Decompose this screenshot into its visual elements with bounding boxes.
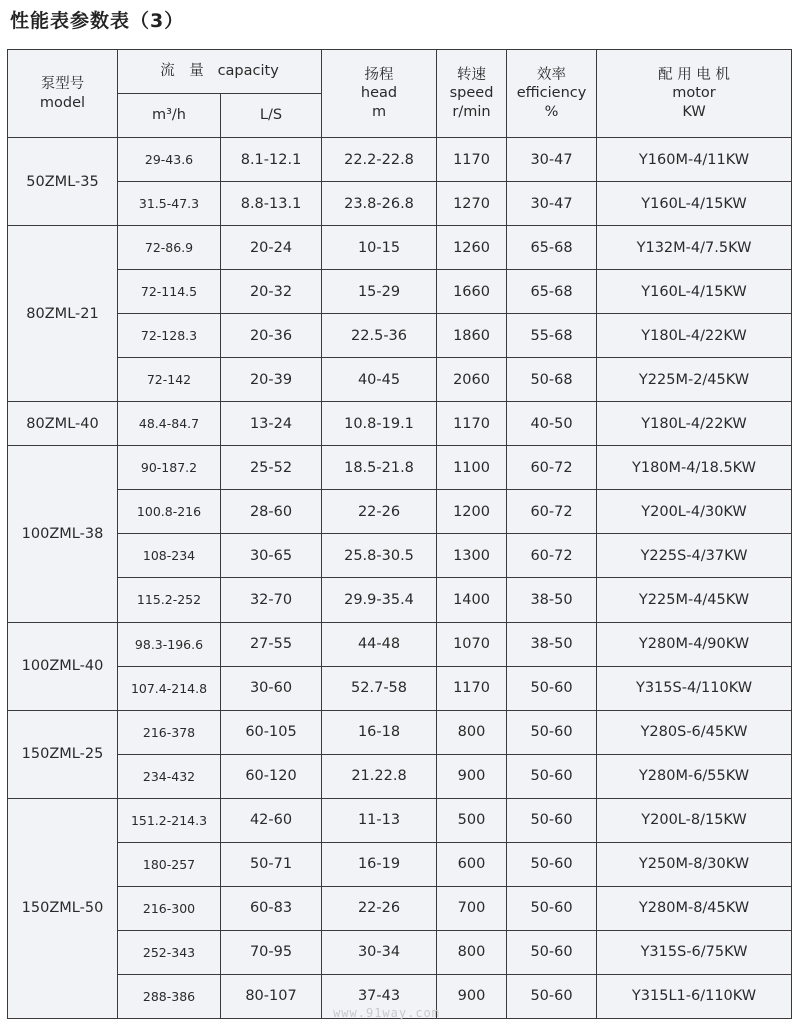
cell-speed: 500 (437, 798, 507, 842)
header-model-cn: 泵型号 (40, 76, 85, 93)
cell-capacity-ls: 8.8-13.1 (221, 182, 322, 226)
table-row (8, 402, 792, 446)
cell-capacity-ls: 20-32 (221, 270, 322, 314)
table-row (8, 666, 792, 710)
header-capacity (118, 50, 322, 94)
cell-speed: 1100 (437, 446, 507, 490)
table-row (8, 226, 792, 270)
cell-efficiency: 60-72 (507, 490, 597, 534)
header-efficiency-unit: % (544, 103, 559, 120)
cell-capacity-ls: 20-24 (221, 226, 322, 270)
cell-capacity-ls: 42-60 (221, 798, 322, 842)
cell-capacity-m3h: 72-128.3 (118, 314, 221, 358)
cell-head: 16-18 (322, 710, 437, 754)
cell-capacity-ls: 30-65 (221, 534, 322, 578)
performance-table (7, 49, 792, 1019)
cell-speed: 1170 (437, 402, 507, 446)
cell-speed: 1270 (437, 182, 507, 226)
cell-speed: 2060 (437, 358, 507, 402)
cell-motor: Y250M-8/30KW (597, 842, 792, 886)
cell-capacity-m3h: 107.4-214.8 (118, 666, 221, 710)
cell-motor: Y180M-4/18.5KW (597, 446, 792, 490)
cell-efficiency: 30-47 (507, 138, 597, 182)
cell-head: 25.8-30.5 (322, 534, 437, 578)
cell-head: 22-26 (322, 886, 437, 930)
cell-capacity-ls: 27-55 (221, 622, 322, 666)
cell-head: 40-45 (322, 358, 437, 402)
cell-head: 21.22.8 (322, 754, 437, 798)
table-row (8, 490, 792, 534)
header-motor-cn: 配 用 电 机 (658, 67, 730, 84)
table-row (8, 754, 792, 798)
header-motor (597, 50, 792, 138)
cell-speed: 600 (437, 842, 507, 886)
cell-speed: 1260 (437, 226, 507, 270)
header-motor-en: motor (672, 85, 716, 102)
cell-capacity-ls: 25-52 (221, 446, 322, 490)
header-speed-unit: r/min (452, 103, 491, 120)
table-row (8, 622, 792, 666)
header-head-en: head (360, 85, 398, 102)
cell-speed: 1170 (437, 138, 507, 182)
cell-motor: Y180L-4/22KW (597, 314, 792, 358)
cell-motor: Y225M-2/45KW (597, 358, 792, 402)
header-head (322, 50, 437, 138)
cell-motor: Y315S-4/110KW (597, 666, 792, 710)
cell-capacity-ls: 32-70 (221, 578, 322, 622)
cell-model: 150ZML-25 (8, 710, 118, 798)
table-row (8, 446, 792, 490)
cell-speed: 1070 (437, 622, 507, 666)
cell-speed: 900 (437, 974, 507, 1018)
cell-efficiency: 60-72 (507, 534, 597, 578)
cell-speed: 700 (437, 886, 507, 930)
cell-motor: Y280M-8/45KW (597, 886, 792, 930)
cell-efficiency: 50-60 (507, 842, 597, 886)
cell-motor: Y160M-4/11KW (597, 138, 792, 182)
cell-model: 80ZML-21 (8, 226, 118, 402)
cell-efficiency: 65-68 (507, 270, 597, 314)
cell-efficiency: 50-60 (507, 974, 597, 1018)
cell-capacity-m3h: 31.5-47.3 (118, 182, 221, 226)
cell-model: 150ZML-50 (8, 798, 118, 1018)
cell-efficiency: 40-50 (507, 402, 597, 446)
cell-efficiency: 60-72 (507, 446, 597, 490)
cell-head: 44-48 (322, 622, 437, 666)
cell-capacity-m3h: 234-432 (118, 754, 221, 798)
cell-speed: 1860 (437, 314, 507, 358)
header-speed-cn: 转速 (457, 67, 487, 84)
cell-efficiency: 50-60 (507, 710, 597, 754)
cell-capacity-ls: 50-71 (221, 842, 322, 886)
table-row (8, 182, 792, 226)
cell-motor: Y160L-4/15KW (597, 270, 792, 314)
cell-efficiency: 50-68 (507, 358, 597, 402)
cell-speed: 1300 (437, 534, 507, 578)
header-model (8, 50, 118, 138)
cell-head: 30-34 (322, 930, 437, 974)
cell-capacity-m3h: 72-142 (118, 358, 221, 402)
cell-capacity-m3h: 288-386 (118, 974, 221, 1018)
cell-capacity-ls: 28-60 (221, 490, 322, 534)
cell-capacity-m3h: 115.2-252 (118, 578, 221, 622)
cell-capacity-ls: 60-83 (221, 886, 322, 930)
cell-capacity-m3h: 100.8-216 (118, 490, 221, 534)
cell-head: 10-15 (322, 226, 437, 270)
cell-model: 50ZML-35 (8, 138, 118, 226)
cell-capacity-ls: 80-107 (221, 974, 322, 1018)
cell-motor: Y225S-4/37KW (597, 534, 792, 578)
cell-speed: 800 (437, 710, 507, 754)
cell-efficiency: 50-60 (507, 886, 597, 930)
cell-motor: Y280M-6/55KW (597, 754, 792, 798)
header-model-en: model (39, 94, 86, 111)
cell-capacity-m3h: 151.2-214.3 (118, 798, 221, 842)
header-motor-unit: KW (682, 103, 706, 120)
watermark: www.91way.com (333, 1006, 440, 1020)
table-row (8, 710, 792, 754)
cell-capacity-m3h: 108-234 (118, 534, 221, 578)
table-body (8, 138, 792, 1019)
table-row (8, 314, 792, 358)
cell-speed: 1400 (437, 578, 507, 622)
cell-capacity-ls: 8.1-12.1 (221, 138, 322, 182)
cell-model: 100ZML-38 (8, 446, 118, 622)
header-head-unit: m (371, 103, 387, 120)
cell-capacity-m3h: 216-378 (118, 710, 221, 754)
cell-capacity-m3h: 90-187.2 (118, 446, 221, 490)
header-capacity-en: capacity (217, 63, 279, 80)
table-row (8, 886, 792, 930)
header-efficiency-en: efficiency (516, 85, 587, 102)
table-row (8, 842, 792, 886)
cell-motor: Y280M-4/90KW (597, 622, 792, 666)
cell-capacity-ls: 20-36 (221, 314, 322, 358)
cell-head: 10.8-19.1 (322, 402, 437, 446)
cell-capacity-m3h: 48.4-84.7 (118, 402, 221, 446)
cell-head: 16-19 (322, 842, 437, 886)
cell-model: 100ZML-40 (8, 622, 118, 710)
cell-motor: Y280S-6/45KW (597, 710, 792, 754)
cell-efficiency: 38-50 (507, 578, 597, 622)
table-row (8, 270, 792, 314)
header-capacity-cn: 流 量 (160, 63, 204, 80)
table-row (8, 930, 792, 974)
cell-head: 22-26 (322, 490, 437, 534)
table-row (8, 534, 792, 578)
table-row (8, 138, 792, 182)
cell-capacity-ls: 70-95 (221, 930, 322, 974)
cell-head: 22.2-22.8 (322, 138, 437, 182)
header-speed (437, 50, 507, 138)
table-header (8, 50, 792, 138)
cell-head: 18.5-21.8 (322, 446, 437, 490)
cell-head: 22.5-36 (322, 314, 437, 358)
table-row (8, 578, 792, 622)
cell-speed: 1660 (437, 270, 507, 314)
cell-motor: Y315L1-6/110KW (597, 974, 792, 1018)
cell-head: 23.8-26.8 (322, 182, 437, 226)
cell-efficiency: 55-68 (507, 314, 597, 358)
cell-motor: Y160L-4/15KW (597, 182, 792, 226)
cell-capacity-ls: 13-24 (221, 402, 322, 446)
cell-motor: Y200L-4/30KW (597, 490, 792, 534)
cell-capacity-m3h: 72-114.5 (118, 270, 221, 314)
cell-head: 52.7-58 (322, 666, 437, 710)
header-efficiency (507, 50, 597, 138)
cell-head: 11-13 (322, 798, 437, 842)
cell-capacity-m3h: 98.3-196.6 (118, 622, 221, 666)
cell-motor: Y132M-4/7.5KW (597, 226, 792, 270)
cell-efficiency: 50-60 (507, 754, 597, 798)
cell-efficiency: 50-60 (507, 666, 597, 710)
cell-efficiency: 30-47 (507, 182, 597, 226)
cell-capacity-m3h: 29-43.6 (118, 138, 221, 182)
cell-capacity-ls: 20-39 (221, 358, 322, 402)
cell-capacity-m3h: 72-86.9 (118, 226, 221, 270)
cell-speed: 900 (437, 754, 507, 798)
table-row (8, 358, 792, 402)
header-head-cn: 扬程 (364, 67, 394, 84)
page-title: 性能表参数表（3） (10, 10, 185, 32)
cell-speed: 1200 (437, 490, 507, 534)
cell-head: 29.9-35.4 (322, 578, 437, 622)
header-capacity-ls: L/S (221, 94, 322, 138)
table-row (8, 798, 792, 842)
cell-speed: 800 (437, 930, 507, 974)
cell-efficiency: 50-60 (507, 930, 597, 974)
cell-efficiency: 65-68 (507, 226, 597, 270)
cell-efficiency: 50-60 (507, 798, 597, 842)
cell-capacity-m3h: 252-343 (118, 930, 221, 974)
cell-motor: Y200L-8/15KW (597, 798, 792, 842)
header-efficiency-cn: 效率 (537, 67, 567, 84)
cell-capacity-ls: 60-120 (221, 754, 322, 798)
cell-motor: Y180L-4/22KW (597, 402, 792, 446)
cell-head: 37-43 (322, 974, 437, 1018)
cell-speed: 1170 (437, 666, 507, 710)
cell-model: 80ZML-40 (8, 402, 118, 446)
cell-head: 15-29 (322, 270, 437, 314)
cell-motor: Y225M-4/45KW (597, 578, 792, 622)
cell-efficiency: 38-50 (507, 622, 597, 666)
header-speed-en: speed (449, 85, 494, 102)
cell-capacity-m3h: 180-257 (118, 842, 221, 886)
cell-capacity-ls: 60-105 (221, 710, 322, 754)
cell-capacity-m3h: 216-300 (118, 886, 221, 930)
cell-motor: Y315S-6/75KW (597, 930, 792, 974)
cell-capacity-ls: 30-60 (221, 666, 322, 710)
header-capacity-m3h: m³/h (118, 94, 221, 138)
